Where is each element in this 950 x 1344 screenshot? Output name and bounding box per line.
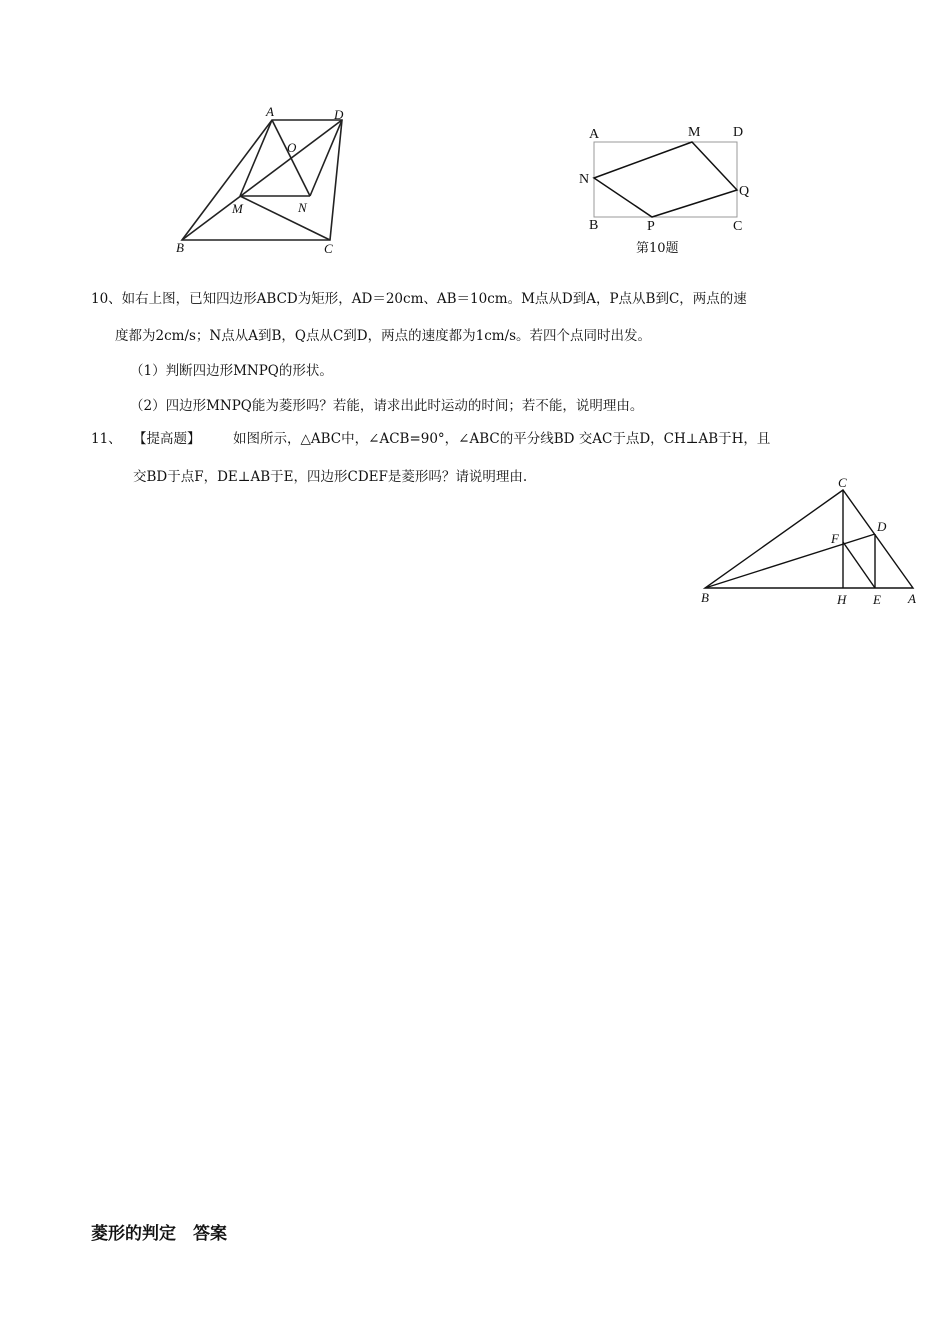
q11-line2: 交BD于点F，DE⊥AB于E，四边形CDEF是菱形吗？请说明理由. xyxy=(133,469,528,485)
fig1-label-a: A xyxy=(266,104,274,119)
fig1-label-d: D xyxy=(334,107,344,122)
figure-trapezoid xyxy=(170,100,370,260)
fig1-label-m: M xyxy=(232,201,243,216)
fig2-label-p: P xyxy=(647,219,655,234)
q11-tag: 【提高题】 xyxy=(133,431,201,447)
fig2-label-b: B xyxy=(589,218,599,233)
q11-number: 11、 xyxy=(91,431,122,447)
fig1-label-n: N xyxy=(298,200,307,215)
fig2-label-n: N xyxy=(579,172,590,187)
fig2-label-d: D xyxy=(733,125,744,140)
figure2-caption: 第10题 xyxy=(636,241,679,256)
fig2-label-m: M xyxy=(688,125,701,140)
figure-rectangle-mnpq xyxy=(575,120,775,240)
q10-line1: 10、如右上图，已知四边形ABCD为矩形，AD＝20cm、AB＝10cm。M点从D到A，P点从B到C，两点的速 xyxy=(91,291,747,307)
q10-sub2: （2）四边形MNPQ能为菱形吗？若能，请求出此时运动的时间；若不能，说明理由。 xyxy=(130,398,644,414)
q10-sub1: （1）判断四边形MNPQ的形状。 xyxy=(130,363,333,379)
fig3-label-a: A xyxy=(908,591,916,606)
fig2-label-a: A xyxy=(589,127,600,142)
fig2-label-c: C xyxy=(733,219,743,234)
fig1-label-c: C xyxy=(324,241,333,256)
fig3-label-d: D xyxy=(877,519,887,534)
q11-line1: 如图所示，△ABC中，∠ACB=90°，∠ABC的平分线BD 交AC于点D，CH⊥AB于H，且 xyxy=(233,431,771,447)
answer-heading: 菱形的判定 答案 xyxy=(91,1224,227,1244)
fig1-label-o: O xyxy=(287,140,297,155)
q10-line2: 度都为2cm/s；N点从A到B，Q点从C到D，两点的速度都为1cm/s。若四个点同时出发。 xyxy=(115,328,652,344)
fig3-label-h: H xyxy=(837,592,847,607)
fig3-label-f: F xyxy=(831,531,839,546)
fig3-label-e: E xyxy=(873,592,881,607)
fig3-label-b: B xyxy=(701,590,709,605)
fig1-label-b: B xyxy=(176,240,184,255)
fig3-label-c: C xyxy=(838,475,847,490)
fig2-label-q: Q xyxy=(739,184,750,199)
figure-right-triangle xyxy=(695,472,925,617)
